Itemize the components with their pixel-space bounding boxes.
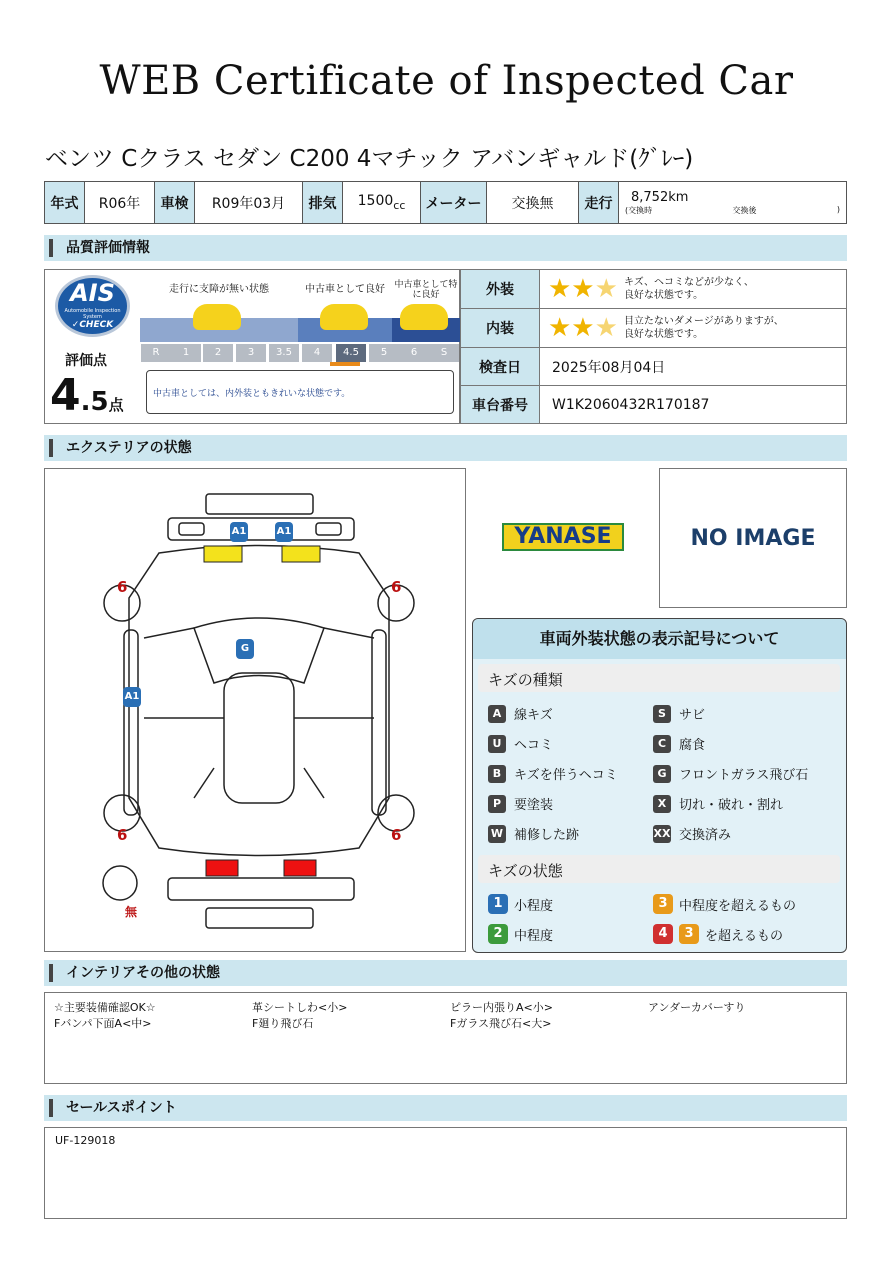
displacement-unit: cc xyxy=(393,198,406,212)
exterior-text-1: キズ、ヘコミなどが少なく、 xyxy=(623,277,754,288)
half-star-icon: ★ xyxy=(594,313,618,343)
displacement-label: 排気 xyxy=(303,182,343,224)
interior-note: ☆主要装備確認OK☆ xyxy=(54,1001,156,1014)
band-2-label: 中古車として良好 xyxy=(305,284,385,295)
tire-depth-fr: 6 xyxy=(391,578,402,596)
sales-point: UF-129018 xyxy=(44,1127,847,1219)
mileage-value: 8,752km xyxy=(631,189,689,205)
damage-type xyxy=(653,794,783,813)
damage-code: XX xyxy=(653,825,671,843)
mark-text: A1 xyxy=(123,687,141,707)
car-icon-2 xyxy=(320,304,368,330)
car-icon-3 xyxy=(400,304,448,330)
state-badge: 1 xyxy=(488,894,508,914)
car-diagram xyxy=(44,468,466,952)
mileage-note-left: (交換時 xyxy=(625,205,653,215)
section-quality: 品質評価情報 xyxy=(44,235,847,261)
damage-label: ヘコミ xyxy=(514,738,554,753)
star-icon: ★★ xyxy=(548,274,595,304)
interior-note: F廻り飛び石 xyxy=(252,1017,314,1030)
interior-note: 革シートしわ<小> xyxy=(252,1001,348,1014)
scale-step: S xyxy=(429,344,459,362)
types-header: キズの種類 xyxy=(488,671,563,689)
damage-type xyxy=(653,704,705,723)
damage-type xyxy=(488,794,553,813)
mark-g-windshield xyxy=(235,638,255,658)
state-label: を超えるもの xyxy=(705,928,784,944)
legend-title: 車両外装状態の表示記号について xyxy=(473,619,846,659)
scale-step: 4.5 xyxy=(336,344,366,362)
damage-code: P xyxy=(488,795,506,813)
exterior-grade-text xyxy=(624,276,754,302)
interior-note: Fバンパ下面A<中> xyxy=(54,1017,152,1030)
scale-step: 5 xyxy=(369,344,399,362)
damage-label: 腐食 xyxy=(679,738,706,753)
scale-step: 2 xyxy=(203,344,233,362)
inspection-label: 車検 xyxy=(155,182,195,224)
mileage-note-right: 交換後 xyxy=(732,205,757,215)
state-2 xyxy=(488,924,553,944)
interior-note: ピラー内張りA<小> xyxy=(450,1001,553,1014)
half-star-icon: ★ xyxy=(594,274,618,304)
damage-type xyxy=(488,764,618,783)
interior-grade-text xyxy=(624,315,784,341)
car-name: ベンツ Cクラス セダン C200 4マチック アバンギャルド(ｸﾞﾚｰ) xyxy=(45,146,694,172)
state-label: 中程度 xyxy=(514,928,554,944)
damage-type xyxy=(653,824,731,843)
mark-text: A1 xyxy=(230,522,248,542)
state-badge: 3 xyxy=(653,894,673,914)
exterior-grade-label: 外装 xyxy=(460,269,540,309)
mileage-label: 走行 xyxy=(579,182,619,224)
damage-label: 補修した跡 xyxy=(514,828,580,843)
damage-type xyxy=(653,734,705,753)
scale-step: 3.5 xyxy=(269,344,299,362)
spec-table xyxy=(44,181,847,224)
ais-logo-check: ✓CHECK xyxy=(71,320,114,330)
damage-label: キズを伴うヘコミ xyxy=(514,768,618,783)
meter-label: メーター xyxy=(421,182,487,224)
year-value: R06年 xyxy=(85,182,155,224)
scale-step: 4 xyxy=(302,344,332,362)
mileage-cell xyxy=(619,182,847,224)
mileage-note-close: ) xyxy=(836,204,840,214)
car-icon-1 xyxy=(193,304,241,330)
interior-grade-label: 内装 xyxy=(460,308,540,348)
exterior-text-2: 良好な状態です。 xyxy=(623,290,704,301)
displacement-cell xyxy=(343,182,421,224)
ais-check-text: CHECK xyxy=(79,320,114,330)
state-3 xyxy=(653,894,796,914)
mark-a1-front-right xyxy=(274,521,294,541)
inspection-value: R09年03月 xyxy=(195,182,303,224)
spare-tire-status: 無 xyxy=(125,905,138,919)
inspection-date: 2025年08月04日 xyxy=(539,347,847,386)
section-sales: セールスポイント xyxy=(44,1095,847,1121)
state-label: 中程度を超えるもの xyxy=(679,898,797,914)
interior-text-2: 良好な状態です。 xyxy=(623,329,704,340)
no-image-placeholder: NO IMAGE xyxy=(659,468,847,608)
damage-label: 切れ・破れ・割れ xyxy=(679,798,784,813)
damage-label: 要塗装 xyxy=(514,798,554,813)
damage-code: B xyxy=(488,765,506,783)
interior-note: Fガラス飛び石<大> xyxy=(450,1017,552,1030)
ais-logo-sub: Automobile Inspection System xyxy=(64,308,121,320)
state-badge: 4 xyxy=(653,924,673,944)
date-label: 検査日 xyxy=(460,347,540,386)
scale-step: 1 xyxy=(171,344,201,362)
scale-step: 3 xyxy=(236,344,266,362)
damage-code: C xyxy=(653,735,671,753)
score-unit: 点 xyxy=(108,396,124,414)
mark-a1-front-left xyxy=(229,521,249,541)
mark-text: G xyxy=(236,639,254,659)
score-dec: .5 xyxy=(80,387,109,417)
damage-type xyxy=(653,764,808,783)
band-1-label: 走行に支障が無い状態 xyxy=(169,284,269,295)
damage-label: 交換済み xyxy=(679,828,732,843)
damage-code: S xyxy=(653,705,671,723)
damage-code: G xyxy=(653,765,671,783)
year-label: 年式 xyxy=(45,182,85,224)
page-title: WEB Certificate of Inspected Car xyxy=(99,58,794,104)
interior-grade xyxy=(539,308,847,348)
vin-label: 車台番号 xyxy=(460,385,540,424)
scale-step: 6 xyxy=(399,344,429,362)
vin-value: W1K2060432R170187 xyxy=(539,385,847,424)
star-icon: ★★ xyxy=(548,313,595,343)
state-badge-2: 3 xyxy=(679,924,699,944)
tire-depth-rr: 6 xyxy=(391,826,402,844)
section-exterior: エクステリアの状態 xyxy=(44,435,847,461)
ais-logo-text: AIS xyxy=(70,279,115,307)
damage-code: X xyxy=(653,795,671,813)
damage-label: 線キズ xyxy=(514,708,553,723)
section-interior: インテリアその他の状態 xyxy=(44,960,847,986)
displacement-value: 1500 xyxy=(357,193,394,210)
damage-code: A xyxy=(488,705,506,723)
score-label: 評価点 xyxy=(65,353,107,369)
state-4 xyxy=(653,924,783,944)
tire-depth-rl: 6 xyxy=(117,826,128,844)
yanase-logo: YANASE xyxy=(502,523,624,551)
ais-comment: 中古車としては、内外装ともきれいな状態です。 xyxy=(146,370,454,414)
state-header: キズの状態 xyxy=(488,862,563,880)
mark-text: A1 xyxy=(275,522,293,542)
damage-label: フロントガラス飛び石 xyxy=(679,768,809,783)
damage-code: W xyxy=(488,825,506,843)
state-label: 小程度 xyxy=(514,898,554,914)
state-1 xyxy=(488,894,553,914)
band-3-label: 中古車として特に良好 xyxy=(394,280,458,300)
damage-type xyxy=(488,704,553,723)
mark-a1-side xyxy=(122,686,142,706)
score xyxy=(50,370,124,421)
scale-step: R xyxy=(141,344,171,362)
interior-note: アンダーカバーすり xyxy=(648,1001,746,1014)
scale-marker xyxy=(330,362,360,366)
mileage-note xyxy=(625,205,846,216)
state-badge: 2 xyxy=(488,924,508,944)
interior-text-1: 目立たないダメージがありますが、 xyxy=(623,316,784,327)
tire-depth-fl: 6 xyxy=(117,578,128,596)
ais-logo xyxy=(55,275,130,337)
meter-value: 交換無 xyxy=(487,182,579,224)
damage-code: U xyxy=(488,735,506,753)
exterior-grade xyxy=(539,269,847,309)
damage-label: サビ xyxy=(679,708,706,723)
damage-type xyxy=(488,824,579,843)
damage-type xyxy=(488,734,553,753)
score-int: 4 xyxy=(50,370,81,421)
